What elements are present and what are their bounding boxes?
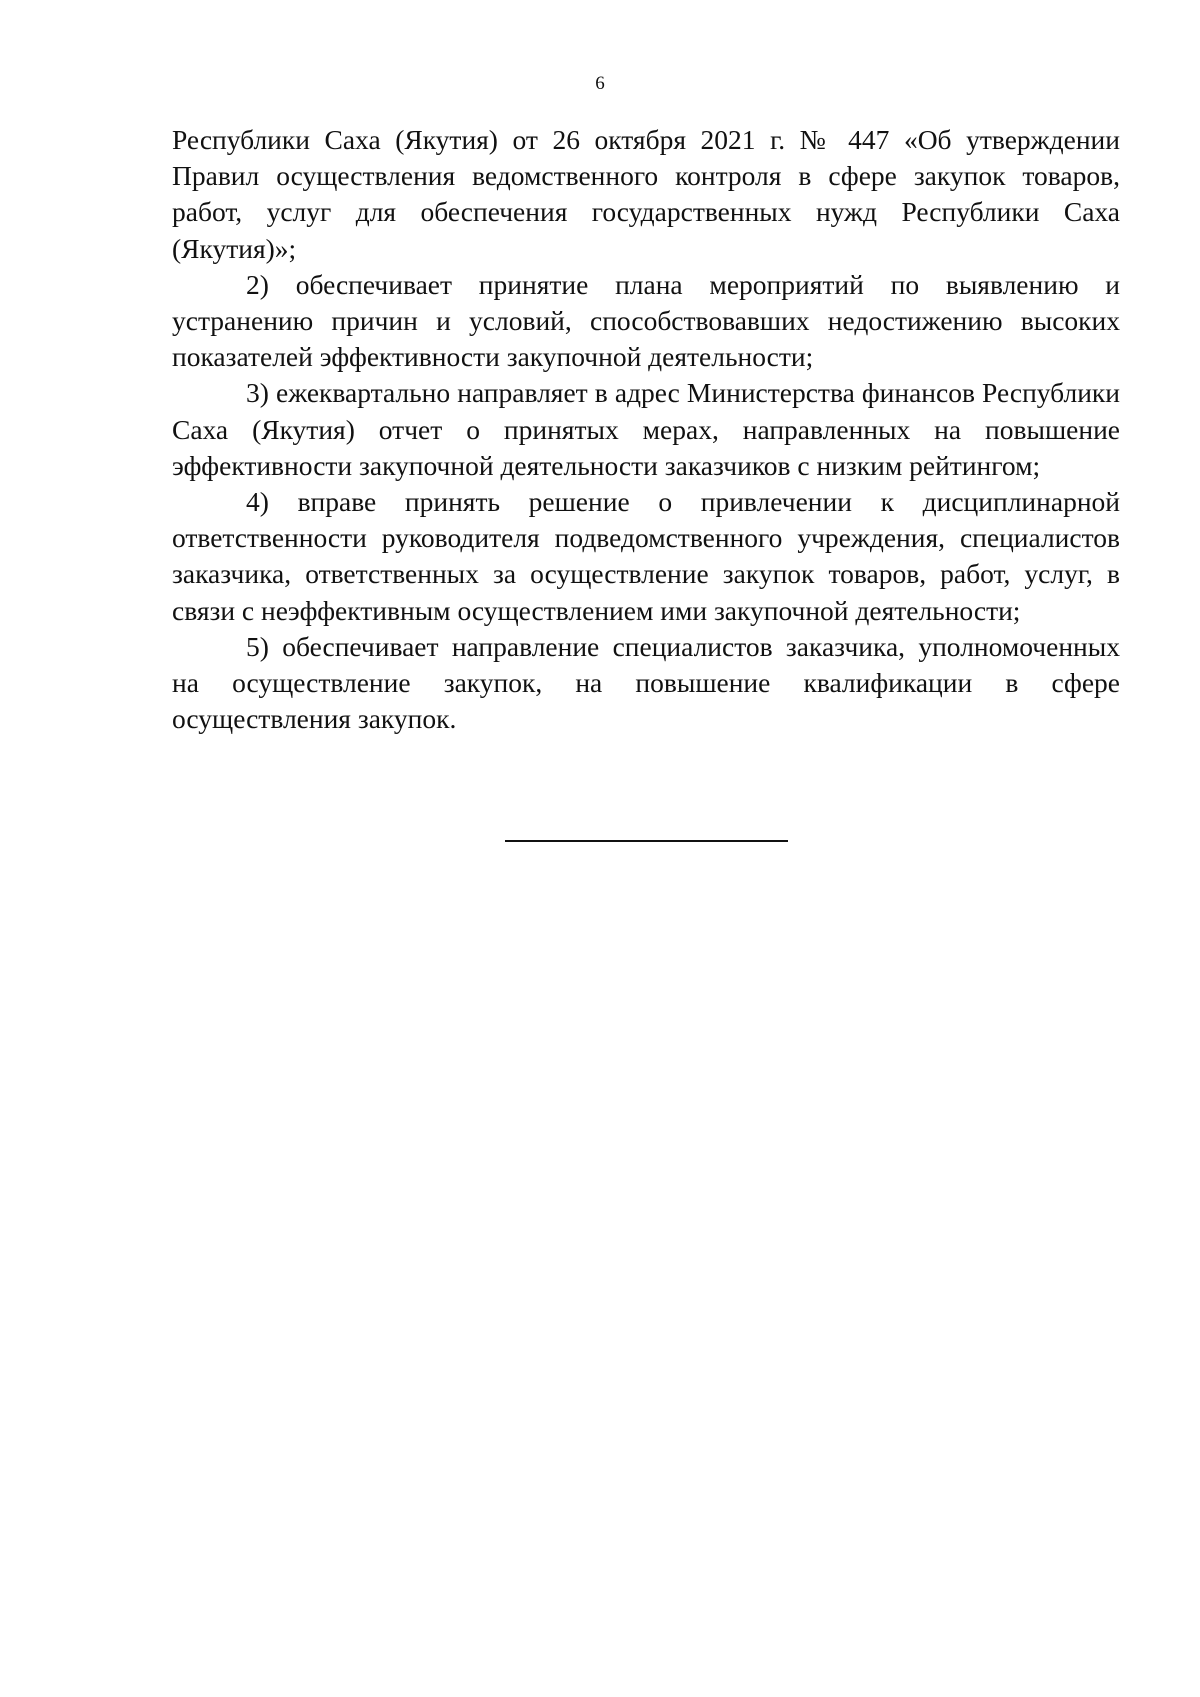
paragraph-continuation: Республики Саха (Якутия) от 26 октября 2021 г. № 447 «Об утверждении Правил осуществления ведомственного контроля в сфере закупок товаров, работ, услуг для обеспечения государственных нужд Республики Саха (Якутия)»; — [172, 124, 1120, 264]
list-item-4: 4) вправе принять решение о привлечении к дисциплинарной ответственности руководителя подведомственного учреждения, специалистов заказчика, ответственных за осуществление закупок товаров, работ, услуг, в связи с неэффективным осуществлением ими закупочной деятельности; — [172, 486, 1120, 626]
list-item-5: 5) обеспечивает направление специалистов заказчика, уполномоченных на осуществление закупок, на повышение квалификации в сфере осуществления закупок. — [172, 630, 1120, 735]
document-body — [172, 122, 1120, 737]
list-item-2: 2) обеспечивает принятие плана мероприятий по выявлению и устранению причин и условий, способствовавших недостижению высоких показателей эффективности закупочной деятельности; — [172, 268, 1120, 373]
page-number: 6 — [595, 73, 605, 94]
list-item-3: 3) ежеквартально направляет в адрес Министерства финансов Республики Саха (Якутия) отчет о принятых мерах, направленных на повышение эффективности закупочной деятельности заказчиков с низким рейтингом; — [172, 377, 1120, 481]
end-of-document-line — [505, 840, 788, 842]
